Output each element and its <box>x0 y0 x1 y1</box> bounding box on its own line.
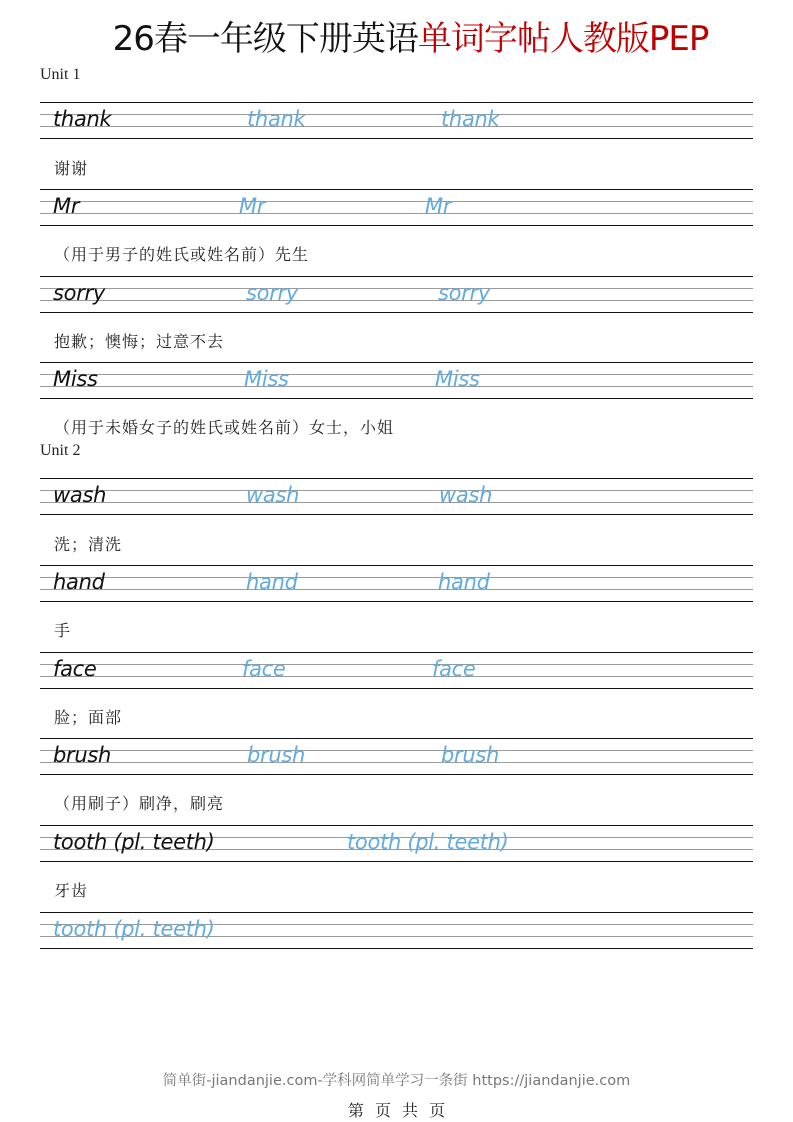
word-main: wash <box>53 483 107 507</box>
practice-row <box>40 276 753 312</box>
word-trace: tooth (pl. teeth) <box>53 917 215 941</box>
word-trace: thank <box>247 107 306 131</box>
word-main: sorry <box>53 281 105 305</box>
word-meaning: （用于男子的姓氏或姓名前）先生 <box>54 245 310 264</box>
word-trace: Miss <box>244 367 289 391</box>
unit-heading: Unit 1 <box>40 66 81 83</box>
word-meaning: 洗；清洗 <box>54 535 123 554</box>
word-trace: brush <box>441 743 500 767</box>
word-trace: Miss <box>435 367 480 391</box>
word-trace: sorry <box>438 281 490 305</box>
word-trace: hand <box>438 570 490 594</box>
practice-row <box>40 738 753 774</box>
word-trace: tooth (pl. teeth) <box>347 830 509 854</box>
word-trace: Mr <box>239 194 266 218</box>
unit-heading: Unit 2 <box>40 442 81 459</box>
word-trace: brush <box>247 743 306 767</box>
word-main: Miss <box>53 367 98 391</box>
page-title <box>0 16 793 62</box>
word-main: hand <box>53 570 105 594</box>
word-meaning: 脸；面部 <box>54 708 123 727</box>
word-trace: wash <box>246 483 300 507</box>
practice-row <box>40 102 753 138</box>
practice-row <box>40 912 753 948</box>
word-trace: face <box>432 657 476 681</box>
word-meaning: 谢谢 <box>54 159 89 178</box>
word-trace: Mr <box>425 194 452 218</box>
practice-row <box>40 478 753 514</box>
word-trace: sorry <box>246 281 298 305</box>
title-red: 单词字帖人教版PEP <box>417 19 709 59</box>
practice-row <box>40 189 753 225</box>
word-trace: hand <box>246 570 298 594</box>
footer-site-text: 简单街-jiandanjie.com-学科网简单学习一条街 https://jiandanjie.com <box>162 1073 631 1089</box>
practice-row <box>40 362 753 398</box>
word-trace: thank <box>441 107 500 131</box>
word-meaning: 牙齿 <box>54 881 89 900</box>
practice-row <box>40 825 753 861</box>
word-meaning: （用刷子）刷净，刷亮 <box>54 794 225 813</box>
word-main: tooth (pl. teeth) <box>53 830 215 854</box>
word-meaning: 抱歉；懊悔；过意不去 <box>54 332 225 351</box>
practice-row <box>40 652 753 688</box>
word-meaning: 手 <box>54 621 72 640</box>
word-main: face <box>53 657 97 681</box>
word-main: thank <box>53 107 112 131</box>
word-meaning: （用于未婚女子的姓氏或姓名前）女士，小姐 <box>54 418 395 437</box>
word-main: brush <box>53 743 112 767</box>
word-trace: face <box>242 657 286 681</box>
footer-page-number: 第 页 共 页 <box>347 1101 446 1120</box>
word-trace: wash <box>439 483 493 507</box>
title-black: 26春一年级下册英语 <box>112 19 418 59</box>
word-main: Mr <box>53 194 80 218</box>
practice-row <box>40 565 753 601</box>
